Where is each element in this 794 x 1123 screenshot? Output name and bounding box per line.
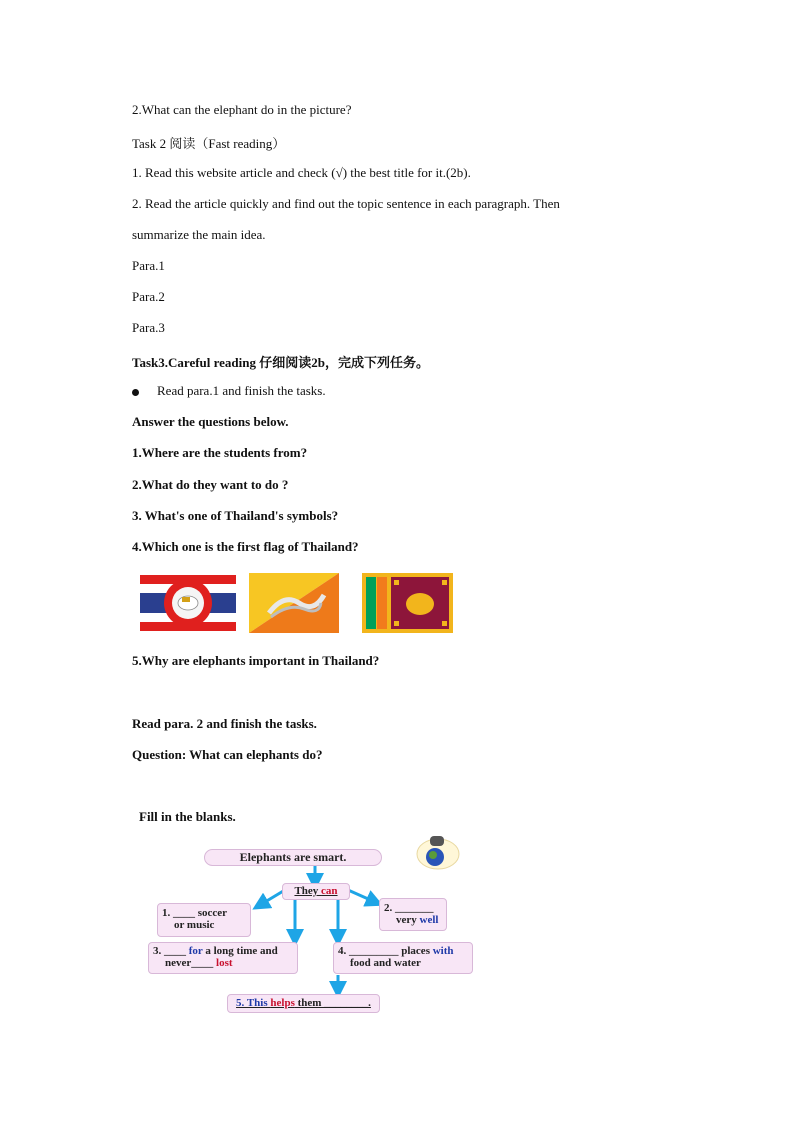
blank-1-box — [157, 903, 251, 937]
thailand-elephant-flag-image — [140, 573, 236, 633]
blank-2-line-1: 2. _______ — [384, 902, 434, 914]
fill-heading: Fill in the blanks. — [139, 809, 236, 824]
question-5: 5.Why are elephants important in Thailand? — [132, 653, 380, 668]
sri-lanka-flag-image — [362, 573, 453, 633]
mind-map-diagram — [130, 830, 490, 1020]
they-label: They can — [294, 885, 338, 897]
blank-3-box — [148, 942, 298, 974]
bullet-icon — [132, 389, 139, 396]
blank-1-line-2: or music — [174, 919, 215, 931]
bhutan-flag-image — [249, 573, 339, 633]
read-para-2: Read para. 2 and finish the tasks. — [132, 716, 317, 731]
blank-2-box — [379, 898, 447, 931]
question-4: 4.Which one is the first flag of Thailand? — [132, 539, 359, 554]
bullet-text: Read para.1 and finish the tasks. — [157, 383, 326, 398]
task3-heading: Task3.Careful reading 仔细阅读2b，完成下列任务。 — [132, 355, 429, 370]
elephant-globe-icon — [416, 834, 460, 870]
blank-3-line-2: never____ lost — [165, 957, 233, 969]
blank-4-box — [333, 942, 473, 974]
question-1: 1.Where are the students from? — [132, 445, 308, 460]
blank-5-box — [227, 994, 380, 1013]
task2-item-2-cont: summarize the main idea. — [132, 227, 266, 242]
task2-item-2: 2. Read the article quickly and find out the topic sentence in each paragraph. Then — [132, 196, 560, 211]
blank-2-line-2: very well — [396, 914, 439, 926]
para-2: Para.2 — [132, 289, 165, 304]
blank-4-line-1: 4. _________ places with — [338, 945, 454, 957]
task2-heading: Task 2 阅读（Fast reading） — [132, 136, 286, 151]
question-2: 2.What can the elephant do in the picture? — [132, 102, 352, 117]
blank-1-line-1: 1. ____ soccer — [162, 907, 228, 919]
bullet-item — [132, 383, 326, 399]
task2-item-1: 1. Read this website article and check (√) the best title for it.(2b). — [132, 165, 471, 180]
question-what-can: Question: What can elephants do? — [132, 747, 323, 762]
blank-3-line-1: 3. ____ for a long time and — [153, 945, 278, 957]
blank-4-line-2: food and water — [350, 957, 421, 969]
para-1: Para.1 — [132, 258, 165, 273]
para-3: Para.3 — [132, 320, 165, 335]
answer-heading: Answer the questions below. — [132, 414, 289, 429]
question-2b: 2.What do they want to do ? — [132, 477, 289, 492]
they-can-box — [282, 883, 350, 900]
blank-5-text: 5. This helps them ________. — [236, 997, 371, 1009]
main-idea-box: Elephants are smart. — [204, 849, 382, 866]
question-3: 3. What's one of Thailand's symbols? — [132, 508, 339, 523]
